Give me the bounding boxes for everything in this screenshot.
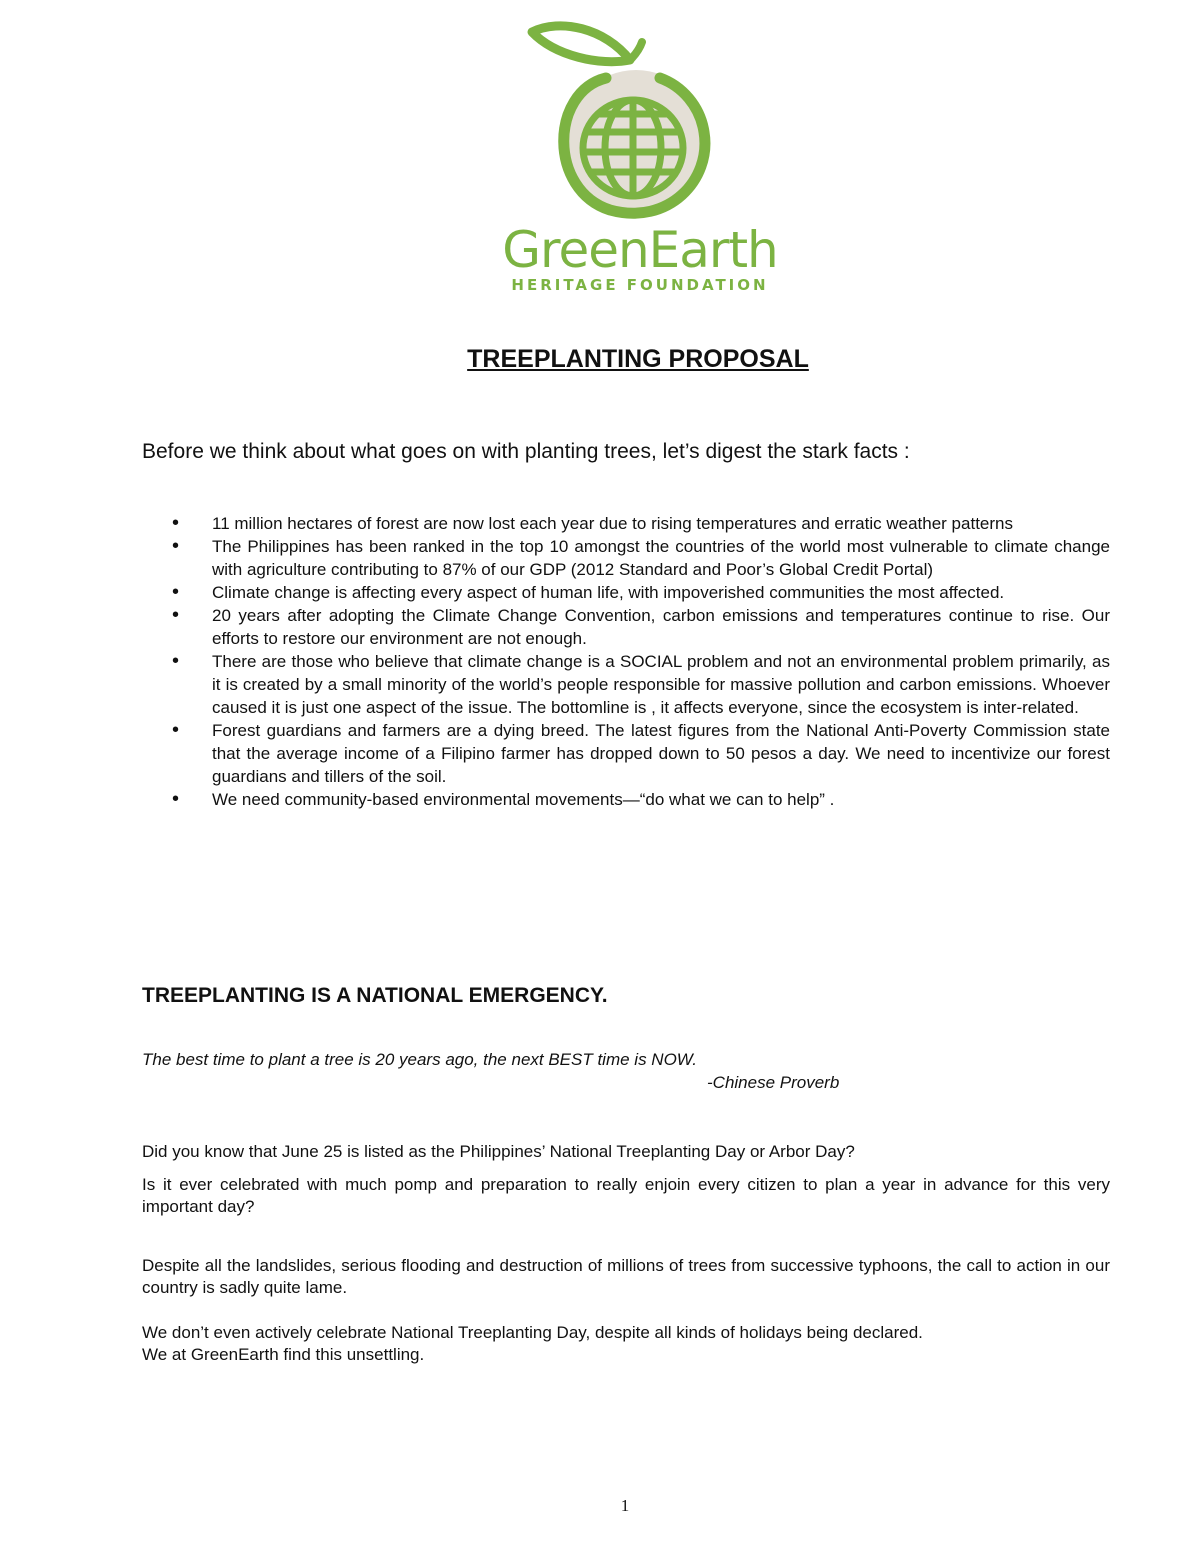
globe-leaf-icon [490,20,790,230]
emergency-heading: TREEPLANTING IS A NATIONAL EMERGENCY. [142,984,608,1007]
document-title: TREEPLANTING PROPOSAL [467,345,809,373]
list-item: • Climate change is affecting every aspect of human life, with impoverished communities the most affected. [142,581,1110,604]
list-item: • Forest guardians and farmers are a dying breed. The latest figures from the National Anti-Poverty Commission state that the average income of a Filipino farmer has dropped down to 50 pesos a day. We need to incentivize our forest guardians and tillers of the soil. [142,719,1110,788]
paragraph: We at GreenEarth find this unsettling. [142,1345,425,1364]
brand-name: GreenEarth [502,221,778,279]
paragraph: We don’t even actively celebrate National Treeplanting Day, despite all kinds of holidays being declared. [142,1323,923,1342]
facts-list [142,512,1110,811]
quote-text: The best time to plant a tree is 20 years ago, the next BEST time is NOW. [142,1050,697,1069]
greenearth-logo [490,20,790,300]
paragraph: Did you know that June 25 is listed as the Philippines’ National Treeplanting Day or Arbor Day? [142,1142,855,1161]
quote-attribution: -Chinese Proverb [707,1073,840,1092]
list-item: • The Philippines has been ranked in the top 10 amongst the countries of the world most vulnerable to climate change with agriculture contributing to 87% of our GDP (2012 Standard and Poor’s Global Credit Portal) [142,535,1110,581]
paragraph: Is it ever celebrated with much pomp and preparation to really enjoin every citizen to plan a year in advance for this very important day? [142,1175,1110,1216]
intro-text: Before we think about what goes on with planting trees, let’s digest the stark facts : [142,440,910,463]
list-item: • We need community-based environmental movements—“do what we can to help” . [142,788,1110,811]
list-item: • There are those who believe that climate change is a SOCIAL problem and not an environmental problem primarily, as it is created by a small minority of the world’s people responsible for massive pollution and carbon emissions. Whoever caused it is just one aspect of the issue. The bottomline is , it affects everyone, since the ecosystem is inter-related. [142,650,1110,719]
paragraph: Despite all the landslides, serious flooding and destruction of millions of trees from successive typhoons, the call to action in our country is sadly quite lame. [142,1256,1110,1297]
brand-subtitle: HERITAGE FOUNDATION [511,276,769,294]
page-number: 1 [620,1496,630,1515]
list-item: • 20 years after adopting the Climate Change Convention, carbon emissions and temperatures continue to rise. Our efforts to restore our environment are not enough. [142,604,1110,650]
list-item: • 11 million hectares of forest are now lost each year due to rising temperatures and erratic weather patterns [142,512,1110,535]
